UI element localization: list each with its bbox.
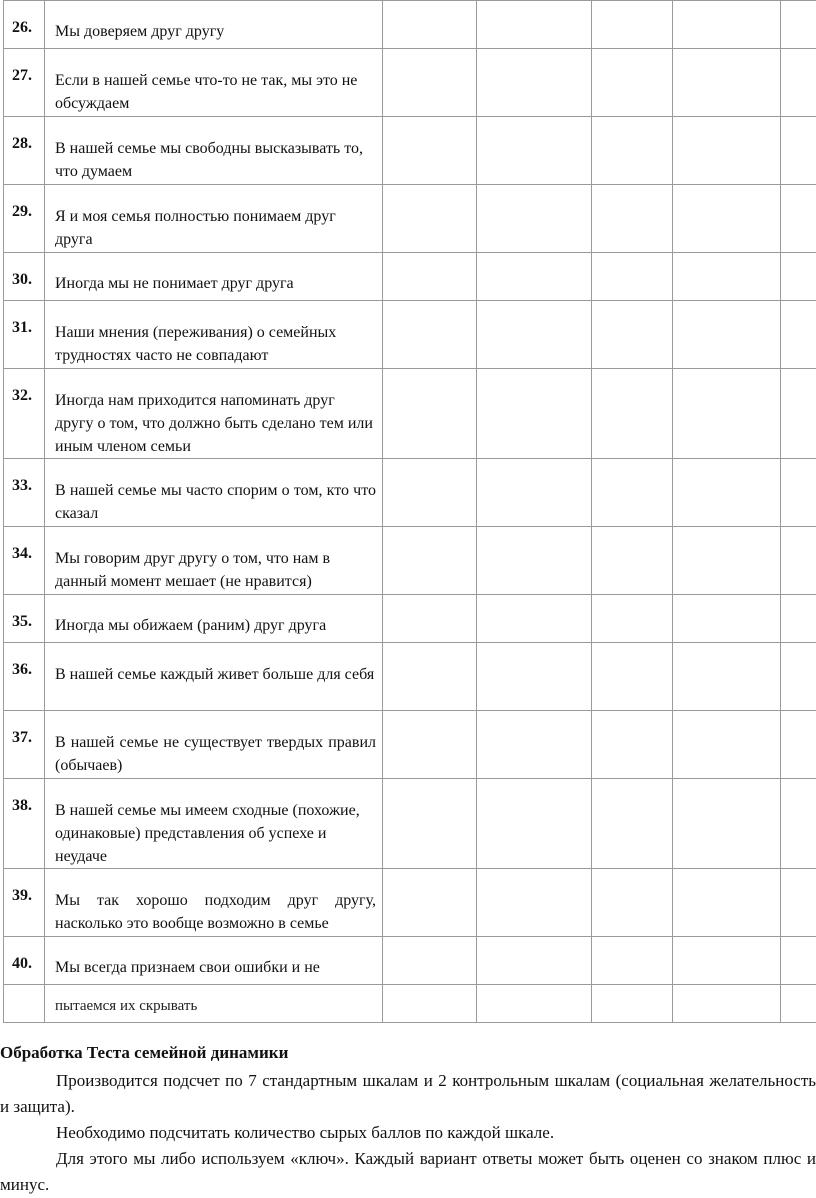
answer-cell[interactable] (477, 711, 592, 779)
answer-cell[interactable] (592, 779, 673, 869)
answer-cell[interactable] (781, 253, 816, 301)
answer-cell[interactable] (673, 185, 781, 253)
answer-cell[interactable] (673, 937, 781, 985)
answer-cell[interactable] (592, 711, 673, 779)
statement-cell (45, 253, 383, 301)
answer-cell[interactable] (477, 595, 592, 643)
statement-text: Наши мнения (переживания) о семейных трудностях часто не совпадают (45, 301, 382, 367)
table-row (4, 937, 816, 985)
section-title: Обработка Теста семейной динамики (0, 1038, 816, 1068)
table-row (4, 595, 816, 643)
answer-cell[interactable] (673, 779, 781, 869)
statement-cell (45, 369, 383, 459)
answer-cell[interactable] (781, 117, 816, 185)
answer-cell[interactable] (477, 459, 592, 527)
paragraph: Производится подсчет по 7 стандартным шкалам и 2 контрольным шкалам (социальная желательность и защита). (0, 1068, 816, 1120)
answer-cell[interactable] (673, 253, 781, 301)
item-number-cell (4, 985, 45, 1023)
item-number: 27. (4, 49, 44, 86)
answer-cell[interactable] (383, 595, 477, 643)
item-number: 36. (4, 643, 44, 680)
table-row (4, 459, 816, 527)
item-number: 26. (4, 1, 44, 38)
answer-cell[interactable] (673, 527, 781, 595)
answer-cell[interactable] (592, 369, 673, 459)
item-number-cell (4, 937, 45, 985)
table-row (4, 117, 816, 185)
answer-cell[interactable] (781, 301, 816, 369)
table-row (4, 527, 816, 595)
item-number: 29. (4, 185, 44, 222)
table-row (4, 985, 816, 1023)
answer-cell[interactable] (673, 369, 781, 459)
statement-cell (45, 985, 383, 1023)
paragraph: Для этого мы либо используем «ключ». Каждый вариант ответы может быть оценен со знаком плюс и минус. (0, 1146, 816, 1198)
answer-cell[interactable] (592, 117, 673, 185)
table-row (4, 185, 816, 253)
answer-cell[interactable] (592, 1, 673, 49)
table-row (4, 869, 816, 937)
answer-cell[interactable] (673, 711, 781, 779)
answer-cell[interactable] (781, 369, 816, 459)
answer-cell[interactable] (383, 49, 477, 117)
answer-cell[interactable] (781, 937, 816, 985)
statement-text: Иногда мы обижаем (раним) друг друга (45, 595, 382, 637)
item-number-cell (4, 459, 45, 527)
table-row (4, 711, 816, 779)
answer-cell[interactable] (383, 301, 477, 369)
statement-cell (45, 185, 383, 253)
answer-cell[interactable] (781, 985, 816, 1023)
answer-cell[interactable] (383, 253, 477, 301)
item-number: 38. (4, 779, 44, 816)
answer-cell[interactable] (673, 643, 781, 711)
statement-cell (45, 1, 383, 49)
table-row (4, 643, 816, 711)
answer-cell[interactable] (477, 985, 592, 1023)
statement-text: пытаемся их скрывать (45, 985, 382, 1018)
answer-cell[interactable] (477, 779, 592, 869)
answer-cell[interactable] (477, 937, 592, 985)
statement-cell (45, 937, 383, 985)
item-number-cell (4, 869, 45, 937)
answer-cell[interactable] (781, 779, 816, 869)
item-number: 39. (4, 869, 44, 906)
answer-cell[interactable] (383, 527, 477, 595)
answer-cell[interactable] (781, 595, 816, 643)
paragraph: Необходимо подсчитать количество сырых баллов по каждой шкале. (0, 1120, 816, 1146)
statement-text: Если в нашей семье что-то не так, мы это не обсуждаем (45, 49, 382, 115)
statement-text: Иногда мы не понимает друг друга (45, 253, 382, 295)
answer-cell[interactable] (383, 117, 477, 185)
statement-cell (45, 301, 383, 369)
item-number: 34. (4, 527, 44, 564)
statement-cell (45, 711, 383, 779)
answer-cell[interactable] (477, 253, 592, 301)
item-number-cell (4, 527, 45, 595)
answer-cell[interactable] (477, 643, 592, 711)
answer-cell[interactable] (592, 185, 673, 253)
statement-text: В нашей семье мы часто спорим о том, кто что сказал (45, 459, 382, 525)
item-number (4, 985, 44, 1002)
item-number-cell (4, 711, 45, 779)
answer-cell[interactable] (383, 779, 477, 869)
statement-cell (45, 643, 383, 711)
answer-cell[interactable] (383, 869, 477, 937)
answer-cell[interactable] (477, 369, 592, 459)
item-number: 33. (4, 459, 44, 496)
answer-cell[interactable] (781, 459, 816, 527)
answer-cell[interactable] (673, 869, 781, 937)
statement-cell (45, 459, 383, 527)
answer-cell[interactable] (781, 643, 816, 711)
answer-cell[interactable] (592, 301, 673, 369)
answer-cell[interactable] (781, 185, 816, 253)
statement-cell (45, 595, 383, 643)
table-row (4, 253, 816, 301)
answer-cell[interactable] (477, 1, 592, 49)
answer-cell[interactable] (383, 369, 477, 459)
answer-cell[interactable] (781, 1, 816, 49)
answer-cell[interactable] (673, 595, 781, 643)
answer-cell[interactable] (673, 301, 781, 369)
answer-cell[interactable] (383, 937, 477, 985)
item-number-cell (4, 779, 45, 869)
answer-cell[interactable] (383, 185, 477, 253)
answer-cell[interactable] (592, 643, 673, 711)
answer-cell[interactable] (673, 1, 781, 49)
item-number-cell (4, 253, 45, 301)
statement-cell (45, 49, 383, 117)
item-number-cell (4, 301, 45, 369)
answer-cell[interactable] (781, 49, 816, 117)
statement-text: Я и моя семья полностью понимаем друг друга (45, 185, 382, 251)
answer-cell[interactable] (592, 937, 673, 985)
answer-cell[interactable] (781, 711, 816, 779)
statement-text: Мы говорим друг другу о том, что нам в данный момент мешает (не нравится) (45, 527, 382, 593)
answer-cell[interactable] (781, 869, 816, 937)
item-number-cell (4, 1, 45, 49)
item-number-cell (4, 643, 45, 711)
statement-cell (45, 779, 383, 869)
answer-cell[interactable] (673, 985, 781, 1023)
answer-cell[interactable] (673, 117, 781, 185)
statement-text: Мы так хорошо подходим друг другу, насколько это вообще возможно в семье (45, 869, 382, 935)
item-number: 37. (4, 711, 44, 748)
answer-cell[interactable] (477, 527, 592, 595)
item-number: 31. (4, 301, 44, 338)
statement-text: В нашей семье мы свободны высказывать то, что думаем (45, 117, 382, 183)
item-number: 32. (4, 369, 44, 406)
answer-cell[interactable] (673, 459, 781, 527)
questionnaire-table (3, 0, 816, 1023)
answer-cell[interactable] (383, 643, 477, 711)
answer-cell[interactable] (673, 49, 781, 117)
item-number-cell (4, 595, 45, 643)
processing-section (0, 1038, 816, 1198)
answer-cell[interactable] (477, 185, 592, 253)
answer-cell[interactable] (477, 301, 592, 369)
answer-cell[interactable] (383, 711, 477, 779)
statement-text: В нашей семье каждый живет больше для себя (45, 643, 382, 686)
statement-cell (45, 117, 383, 185)
answer-cell[interactable] (383, 1, 477, 49)
answer-cell[interactable] (592, 253, 673, 301)
answer-cell[interactable] (592, 459, 673, 527)
answer-cell[interactable] (477, 117, 592, 185)
item-number-cell (4, 369, 45, 459)
table-row (4, 779, 816, 869)
item-number: 28. (4, 117, 44, 154)
statement-text: В нашей семье мы имеем сходные (похожие, одинаковые) представления об успехе и неудаче (45, 779, 382, 868)
answer-cell[interactable] (592, 985, 673, 1023)
statement-text: Мы доверяем друг другу (45, 1, 382, 43)
answer-cell[interactable] (592, 527, 673, 595)
item-number: 30. (4, 253, 44, 290)
table-row (4, 49, 816, 117)
statement-text: Иногда нам приходится напоминать друг другу о том, что должно быть сделано тем или иным членом семьи (45, 369, 382, 458)
answer-cell[interactable] (477, 49, 592, 117)
item-number: 35. (4, 595, 44, 632)
table-row (4, 369, 816, 459)
statement-cell (45, 527, 383, 595)
answer-cell[interactable] (477, 869, 592, 937)
table-row (4, 301, 816, 369)
answer-cell[interactable] (781, 527, 816, 595)
item-number: 40. (4, 937, 44, 974)
statement-text: Мы всегда признаем свои ошибки и не (45, 937, 382, 979)
item-number-cell (4, 117, 45, 185)
statement-cell (45, 869, 383, 937)
item-number-cell (4, 49, 45, 117)
answer-cell[interactable] (383, 985, 477, 1023)
item-number-cell (4, 185, 45, 253)
answer-cell[interactable] (592, 595, 673, 643)
answer-cell[interactable] (592, 869, 673, 937)
table-row (4, 1, 816, 49)
answer-cell[interactable] (592, 49, 673, 117)
statement-text: В нашей семье не существует твердых правил (обычаев) (45, 711, 382, 777)
answer-cell[interactable] (383, 459, 477, 527)
